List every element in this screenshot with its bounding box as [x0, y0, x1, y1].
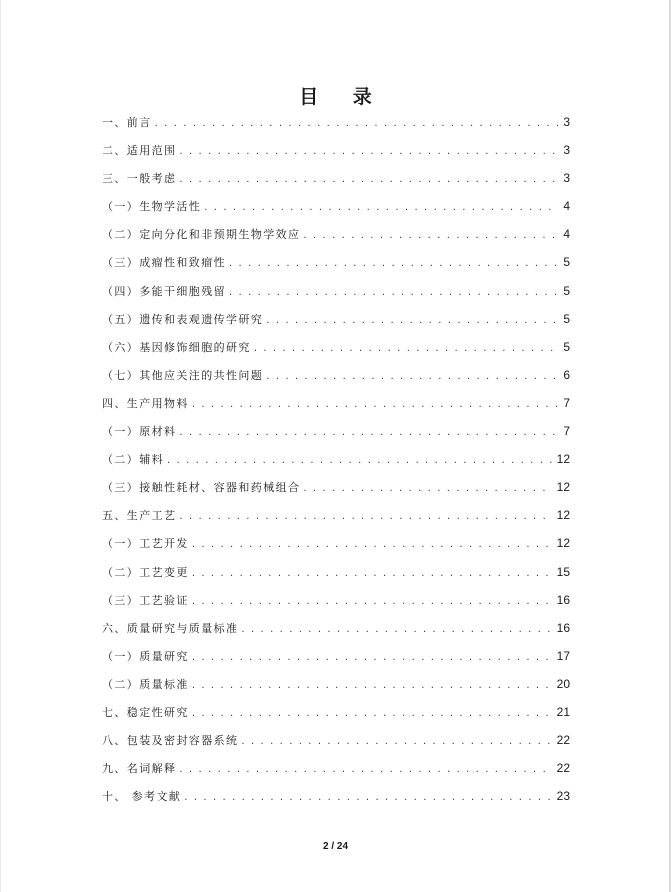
toc-entry-page: 12: [556, 452, 570, 467]
toc-entry-label: 五、生产工艺: [102, 509, 177, 523]
toc-dot-leader: [303, 222, 558, 250]
toc-dot-leader: [266, 307, 558, 335]
toc-entry-page: 3: [563, 171, 570, 186]
toc-entry-page: 4: [563, 227, 570, 242]
toc-dot-leader: [192, 700, 553, 728]
toc-entry-label: 一、前言: [102, 116, 152, 129]
toc-entry[interactable]: [102, 417, 570, 445]
toc-entry-page: 4: [563, 199, 570, 214]
toc-entry[interactable]: [102, 277, 570, 305]
toc-dot-leader: [303, 475, 552, 503]
toc-dot-leader: [204, 194, 558, 222]
toc-entry-label: （三）成瘤性和致瘤性: [102, 256, 226, 270]
toc-entry-page: 17: [556, 648, 570, 663]
toc-dot-leader: [192, 560, 553, 588]
toc-dot-leader: [155, 110, 558, 138]
toc-entry-page: 5: [563, 255, 570, 270]
toc-dot-leader: [229, 250, 558, 278]
toc-entry-page: 6: [563, 367, 570, 382]
toc-dot-leader: [254, 335, 558, 363]
toc-entry-label: 七、稳定性研究: [102, 705, 189, 719]
toc-dot-leader: [192, 644, 553, 672]
toc-entry-label: 四、生产用物料: [102, 396, 189, 410]
toc-entry[interactable]: [102, 136, 570, 164]
toc-dot-leader: [192, 588, 553, 616]
toc-dot-leader: [179, 166, 558, 194]
table-of-contents: [102, 108, 570, 810]
toc-dot-leader: [192, 672, 553, 700]
toc-entry-label: （四）多能干细胞残留: [102, 284, 226, 298]
toc-entry-label: 十、 参考文献: [102, 790, 182, 804]
toc-entry-label: 九、名词解释: [102, 762, 177, 776]
toc-entry-page: 5: [563, 339, 570, 354]
toc-dot-leader: [179, 503, 552, 531]
page-title: 目 录: [299, 86, 386, 108]
toc-entry-page: 16: [556, 620, 570, 635]
toc-entry-page: 12: [556, 508, 570, 523]
toc-entry[interactable]: [102, 670, 570, 698]
toc-entry-label: 八、包装及密封容器系统: [102, 734, 239, 748]
toc-entry-page: 12: [556, 536, 570, 551]
toc-entry-page: 12: [556, 480, 570, 495]
toc-entry[interactable]: [102, 473, 570, 501]
toc-dot-leader: [179, 138, 558, 166]
toc-entry[interactable]: [102, 164, 570, 192]
toc-entry-label: （一）工艺开发: [102, 537, 189, 551]
toc-entry-label: 六、质量研究与质量标准: [102, 621, 239, 635]
toc-entry-label: （二）辅料: [102, 453, 164, 467]
toc-entry-page: 20: [556, 676, 570, 691]
toc-dot-leader: [241, 616, 552, 644]
toc-entry-label: （一）生物学活性: [102, 200, 202, 214]
page-left-border: [0, 0, 1, 892]
toc-entry[interactable]: [102, 220, 570, 248]
toc-entry[interactable]: [102, 192, 570, 220]
page-indicator: 2 / 24: [322, 841, 349, 852]
toc-entry[interactable]: [102, 754, 570, 782]
toc-entry-page: 21: [556, 704, 570, 719]
toc-entry-label: （一）原材料: [102, 425, 177, 439]
toc-dot-leader: [192, 531, 553, 559]
toc-entry[interactable]: [102, 642, 570, 670]
toc-entry[interactable]: [102, 305, 570, 333]
toc-dot-leader: [229, 279, 558, 307]
toc-entry-label: （二）质量标准: [102, 677, 189, 691]
toc-entry-label: （一）质量研究: [102, 649, 189, 663]
toc-entry-page: 7: [563, 424, 570, 439]
toc-entry-page: 3: [563, 143, 570, 158]
toc-dot-leader: [179, 756, 552, 784]
toc-entry[interactable]: [102, 333, 570, 361]
toc-entry[interactable]: [102, 586, 570, 614]
toc-entry-label: （二）工艺变更: [102, 565, 189, 579]
toc-dot-leader: [184, 784, 552, 812]
toc-entry-page: 22: [556, 733, 570, 748]
toc-entry[interactable]: [102, 614, 570, 642]
toc-entry[interactable]: [102, 445, 570, 473]
toc-dot-leader: [241, 728, 552, 756]
toc-entry[interactable]: [102, 108, 570, 136]
toc-entry-label: （六）基因修饰细胞的研究: [102, 340, 251, 354]
toc-entry-page: 5: [563, 311, 570, 326]
toc-dot-leader: [167, 447, 553, 475]
toc-entry-page: 5: [563, 283, 570, 298]
toc-entry-label: （五）遗传和表观遗传学研究: [102, 312, 264, 326]
toc-entry-label: （二）定向分化和非预期生物学效应: [102, 228, 301, 242]
toc-dot-leader: [192, 391, 558, 419]
toc-entry-page: 23: [556, 789, 570, 804]
toc-dot-leader: [266, 363, 558, 391]
toc-entry-label: （七）其他应关注的共性问题: [102, 368, 264, 382]
toc-entry[interactable]: [102, 389, 570, 417]
toc-entry-page: 3: [563, 115, 570, 129]
toc-dot-leader: [179, 419, 558, 447]
toc-entry-label: 三、一般考虑: [102, 172, 177, 186]
toc-entry-page: 22: [556, 761, 570, 776]
toc-entry-page: 16: [556, 592, 570, 607]
toc-entry[interactable]: [102, 782, 570, 810]
toc-entry-label: 二、适用范围: [102, 144, 177, 158]
toc-entry[interactable]: [102, 698, 570, 726]
toc-entry[interactable]: [102, 726, 570, 754]
toc-entry[interactable]: [102, 248, 570, 276]
toc-entry[interactable]: [102, 501, 570, 529]
toc-entry-label: （三）接触性耗材、容器和药械组合: [102, 481, 301, 495]
toc-entry-label: （三）工艺验证: [102, 593, 189, 607]
toc-entry[interactable]: [102, 361, 570, 389]
toc-entry[interactable]: [102, 558, 570, 586]
toc-entry-page: 7: [563, 395, 570, 410]
toc-entry[interactable]: [102, 529, 570, 557]
toc-entry-page: 15: [556, 564, 570, 579]
